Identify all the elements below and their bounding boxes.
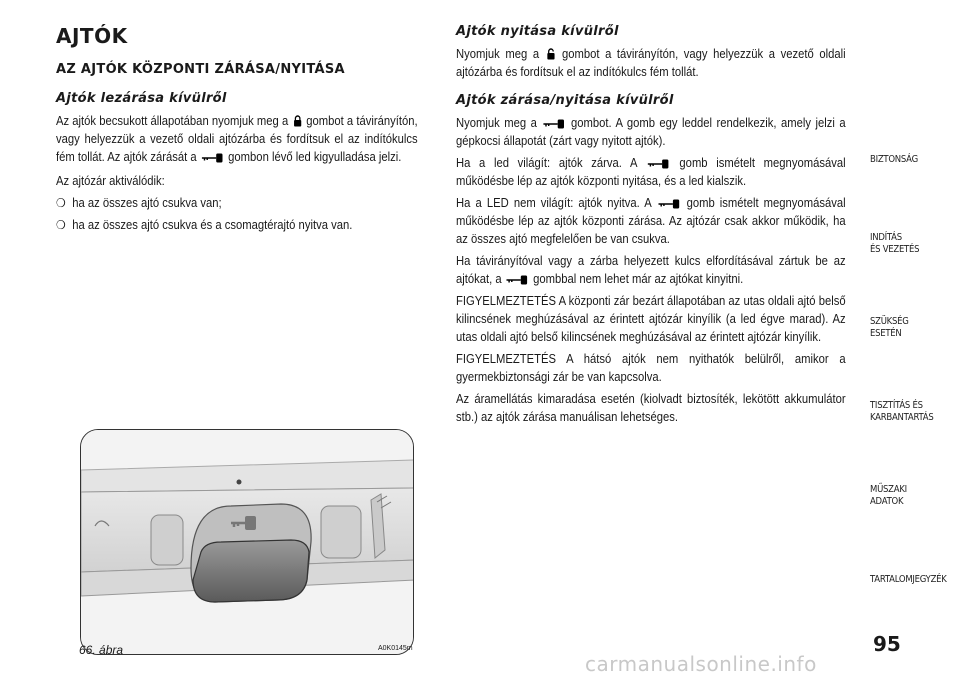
paragraph-remote — [456, 252, 846, 288]
tab-label: MŰSZAKI ADATOK — [870, 484, 907, 507]
paragraph-led-on — [456, 154, 846, 190]
text-fragment: gombot a távirányítón, vagy helyezzük a vezető oldali ajtózárba és fordítsuk el az indítókulcs fém tollát. — [456, 47, 846, 79]
tab-biztonsag[interactable] — [858, 118, 960, 202]
right-column — [456, 24, 846, 430]
list-item-text: ha az összes ajtó csukva és a csomagtérajtó nyitva van. — [72, 218, 353, 232]
note-power-failure: Az áramellátás kimaradása esetén (kiolvadt biztosíték, lekötött akkumulátor stb.) az ajtók zárása manuálisan lehetséges. — [456, 392, 846, 424]
tab-ismerkedes[interactable] — [858, 34, 960, 118]
key-icon — [658, 199, 680, 209]
padlock-open-icon — [546, 48, 554, 60]
dashboard-drawing — [81, 430, 414, 655]
text-fragment: Ha a led világít: ajtók zárva. A — [456, 156, 637, 170]
paragraph-button — [456, 114, 846, 150]
key-icon — [202, 153, 224, 163]
text-fragment: Nyomjuk meg a — [456, 116, 537, 130]
watermark: carmanualsonline.info — [585, 652, 817, 676]
tab-label: INDÍTÁS ÉS VEZETÉS — [870, 232, 920, 255]
tab-label: ISMERKEDÉS A GÉPKOCSIVAL — [870, 64, 943, 87]
section-heading: AZ AJTÓK KÖZPONTI ZÁRÁSA/NYITÁSA — [56, 62, 345, 77]
door-lock-button-illustration — [80, 429, 414, 655]
key-icon — [647, 159, 669, 169]
tab-tartalomjegyzek[interactable] — [858, 538, 960, 622]
figure-caption: 66. ábra — [79, 643, 124, 657]
subsection-title-locking: Ajtók lezárása kívülről — [56, 91, 227, 106]
paragraph-led-off — [456, 194, 846, 248]
list-item — [56, 194, 418, 212]
list-item-text: ha az összes ajtó csukva van; — [72, 196, 222, 210]
text-fragment: Az ajtók becsukott állapotában nyomjuk meg a — [56, 114, 289, 128]
tab-inditas[interactable] — [858, 202, 960, 286]
subsection-title-opening: Ajtók nyitása kívülről — [456, 24, 619, 39]
warning-child-lock: FIGYELMEZTETÉS A hátsó ajtók nem nyithatók belülről, amikor a gyermekbiztonsági zár be van kapcsolva. — [456, 352, 846, 384]
text-fragment: gomb ismételt megnyomásával működésbe lép az ajtók központi zárása. Az ajtózár csak akkor működik, ha az összes ajtó megfelelően be van csukva. — [456, 196, 846, 246]
text-fragment: Ha távirányítóval vagy a zárba helyezett kulcs elfordításával zártuk be az ajtókat, a — [456, 254, 846, 286]
chapter-tabs — [858, 34, 960, 622]
tab-muszaki[interactable] — [858, 454, 960, 538]
tab-tisztitas[interactable] — [858, 370, 960, 454]
tab-label: SZÜKSÉG ESETÉN — [870, 316, 909, 339]
text-fragment: Nyomjuk meg a — [456, 47, 540, 61]
left-column — [56, 24, 418, 238]
text-fragment: gombot. A gomb egy leddel rendelkezik, amely jelzi a gépkocsi állapotát (zárt vagy nyitott ajtók). — [456, 116, 846, 148]
text-fragment: Ha a LED nem világít: ajtók nyitva. A — [456, 196, 652, 210]
bullet-marker: ❍ — [56, 196, 66, 210]
key-icon — [507, 275, 529, 285]
text-fragment: gombon lévő led kigyulladása jelzi. — [228, 150, 402, 164]
tab-label: TISZTÍTÁS ÉS KARBANTARTÁS — [870, 400, 934, 423]
text-fragment: gombot a távirányítón, vagy helyezzük a vezető oldali ajtózárba és fordítsuk el az indítókulcs fém tollát. Az ajtók zárását a — [56, 114, 418, 164]
key-icon — [543, 119, 565, 129]
tab-label: BIZTONSÁG — [870, 154, 918, 165]
tab-szukseg[interactable] — [858, 286, 960, 370]
page-number: 95 — [873, 632, 901, 656]
text-fragment: gomb ismételt megnyomásával működésbe lép az ajtók központi nyitása, és a led kialszik. — [456, 156, 846, 188]
bullet-marker: ❍ — [56, 218, 66, 232]
padlock-icon — [293, 115, 301, 127]
text-fragment: gombbal nem lehet már az ajtókat kinyitni. — [533, 272, 744, 286]
list-item — [56, 216, 418, 234]
subsection-title-lock-unlock: Ajtók zárása/nyitása kívülről — [456, 93, 674, 108]
warning-passenger-door: FIGYELMEZTETÉS A központi zár bezárt állapotában az utas oldali ajtó belső kilincsének meghúzásával az érintett ajtózár kinyílik (a led égve marad). Az utas oldali ajtó belső kilincsének meghúzásával az érintett ajtózár kinyílik. — [456, 294, 846, 344]
figure-code: A0K0145m — [378, 645, 413, 652]
paragraph-activation: Az ajtózár aktiválódik: — [56, 174, 165, 188]
paragraph-opening — [456, 45, 846, 81]
page-title: AJTÓK — [56, 24, 128, 48]
tab-label: TARTALOMJEGYZÉK — [870, 574, 947, 585]
paragraph-locking — [56, 112, 418, 166]
